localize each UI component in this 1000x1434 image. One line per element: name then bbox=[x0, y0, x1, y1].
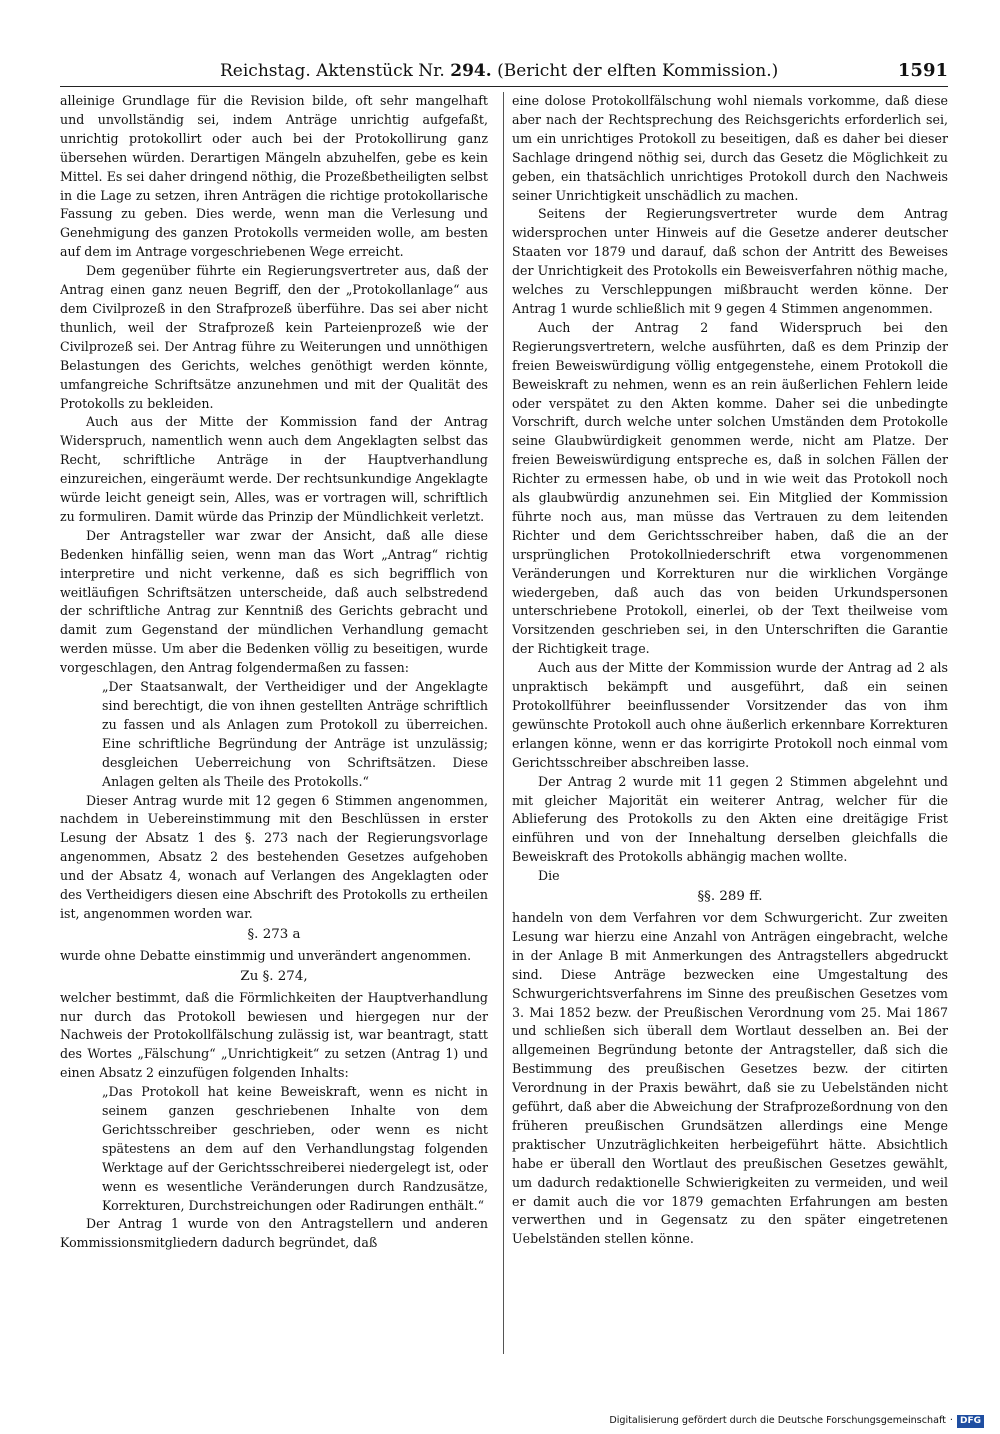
right-column bbox=[512, 92, 948, 1354]
paragraph: Auch aus der Mitte der Kommission fand der Antrag Widerspruch, namentlich wenn auch dem Angeklagten selbst das Recht, schriftliche Anträge in der Hauptverhandlung einzureichen, eingeräumt werde. Der rechtsunkundige Angeklagte würde leicht geneigt sein, Alles, was er vortragen will, schriftlich zu formuliren. Damit würde das Prinzip der Mündlichkeit verletzt. bbox=[60, 414, 488, 524]
page-header bbox=[60, 58, 948, 84]
section-heading: §. 273 a bbox=[247, 926, 301, 942]
paragraph: Dieser Antrag wurde mit 12 gegen 6 Stimmen angenommen, nachdem in Uebereinstimmung mit den Beschlüssen in erster Lesung der Absatz 1 des §. 273 nach der Regierungsvorlage angenommen, Absatz 2 des bestehenden Gesetzes aufgehoben und der Absatz 4, wonach auf Verlangen des Angeklagten oder des Vertheidigers diesen eine Abschrift des Protokolls zu ertheilen ist, angenommen worden war. bbox=[60, 792, 488, 921]
section-heading: Zu §. 274, bbox=[240, 968, 308, 984]
document-number: 294. bbox=[450, 61, 492, 81]
page-number: 1591 bbox=[897, 60, 948, 81]
quoted-motion: „Der Staatsanwalt, der Vertheidiger und der Angeklagte sind berechtigt, die von ihnen gestellten Anträge schriftlich zu fassen und als Anlagen zum Protokoll zu überreichen. Eine schriftliche Begründung der Anträge ist unzulässig; desgleichen Ueberreichung von Schriftsätzen. Diese Anlagen gelten als Theile des Protokolls.“ bbox=[102, 679, 488, 789]
paragraph: Dem gegenüber führte ein Regierungsvertreter aus, daß der Antrag einen ganz neuen Begriff, den der „Protokollanlage“ aus dem Civilprozeß in den Strafprozeß überführe. Das sei aber nicht thunlich, weil der Strafprozeß kein Parteienprozeß wie der Civilprozeß sei. Der Antrag führe zu Weiterungen und unnöthigen Belastungen des Gerichts, welches genöthigt werden könnte, umfangreiche Schriftsätze anzunehmen und mit der Qualität des Protokolls zu bekleiden. bbox=[60, 263, 488, 411]
paragraph: Auch aus der Mitte der Kommission wurde der Antrag ad 2 als unpraktisch bekämpft und ausgeführt, daß ein seinen Protokollführer beeinflussender Vorsitzender das von ihm gewünschte Protokoll auch ohne äußerlich erkennbare Korrekturen erlangen könne, wenn er das korrigirte Protokoll noch einmal vom Gerichtsschreiber abschreiben lasse. bbox=[512, 660, 948, 770]
paragraph: alleinige Grundlage für die Revision bilde, oft sehr mangelhaft und unvollständig sei, indem Anträge unrichtig aufgefaßt, unrichtig protokollirt oder auch bei der Protokollirung ganz übersehen würden. Derartigen Mängeln abzuhelfen, gebe es kein Mittel. Es sei daher dringend nöthig, die Prozeßbetheiligten selbst in die Lage zu setzen, ihren Anträgen die richtige protokollarische Fassung zu geben. Dies werde, wenn man die Verlesung und Genehmigung des ganzen Protokolls vermeiden wolle, am besten auf dem im Antrage vorgeschriebenen Wege erreicht. bbox=[60, 93, 488, 260]
running-title bbox=[220, 58, 778, 84]
paragraph: welcher bestimmt, daß die Förmlichkeiten der Hauptverhandlung nur durch das Protokoll bewiesen und hiergegen nur der Nachweis der Protokollfälschung zulässig ist, war beantragt, statt des Wortes „Fälschung“ „Unrichtigkeit“ zu setzen (Antrag 1) und einen Absatz 2 einzufügen folgenden Inhalts: bbox=[60, 989, 488, 1081]
running-title-prefix: Reichstag. Aktenstück Nr. bbox=[220, 61, 445, 81]
left-column bbox=[60, 92, 488, 1354]
paragraph-lead-word: Die bbox=[538, 868, 560, 884]
running-title-suffix: (Bericht der elften Kommission.) bbox=[497, 61, 779, 81]
paragraph: Der Antrag 2 wurde mit 11 gegen 2 Stimmen abgelehnt und mit gleicher Majorität ein weiterer Antrag, welcher für die Ablieferung des Protokolls zu den Akten eine dreitägige Frist einführen und von der Innehaltung derselben gleichfalls die Beweiskraft des Protokolls abhängig machen wollte. bbox=[512, 773, 948, 865]
header-rule bbox=[60, 86, 948, 87]
separator: · bbox=[949, 1415, 953, 1426]
digitization-credit bbox=[609, 1413, 984, 1429]
paragraph: handeln von dem Verfahren vor dem Schwurgericht. Zur zweiten Lesung war hierzu eine Anzahl von Anträgen eingebracht, welche in der Anlage B mit Anmerkungen des Antragstellers abgedruckt sind. Diese Anträge bezwecken eine Umgestaltung des Schwurgerichtsverfahrens im Sinne des preußischen Gesetzes vom 3. Mai 1852 bezw. der Preußischen Verordnung vom 25. Mai 1867 und schließen sich überall dem Wortlaut desselben an. Bei der allgemeinen Begründung betonte der Antragsteller, daß sich die Bestimmung des preußischen Gesetzes bezw. der citirten Verordnung in der Praxis bewährt, daß sie zu Uebelständen nicht geführt, daß aber die Abweichung der Strafprozeßordnung von den früheren preußischen Grundsätzen allerdings eine Menge praktischer Unzuträglichkeiten herbeigeführt hätte. Absichtlich habe er überall den Wortlaut des preußischen Gesetzes gewählt, um dadurch redaktionelle Schwierigkeiten zu vermeiden, und weil er damit auch die vor 1879 gemachten Erfahrungen am besten verwerthen und in Gegensatz zu den später eingetretenen Uebelständen stellen könne. bbox=[512, 909, 948, 1247]
paragraph: Der Antragsteller war zwar der Ansicht, daß alle diese Bedenken hinfällig seien, wenn man das Wort „Antrag“ richtig interpretire und nicht verkenne, daß es sich begrifflich von weitläufigen Schriftsätzen unterscheide, daß auch selbstredend der schriftliche Antrag zur Kenntniß des Gerichts gebracht und damit zum Gegenstand der mündlichen Verhandlung gemacht werden müsse. Um aber die Bedenken völlig zu beseitigen, wurde vorgeschlagen, den Antrag folgendermaßen zu fassen: bbox=[60, 527, 488, 676]
paragraph: Der Antrag 1 wurde von den Antragstellern und anderen Kommissionsmitgliedern dadurch begründet, daß bbox=[60, 1216, 488, 1251]
section-heading: §§. 289 ff. bbox=[697, 889, 763, 905]
column-divider bbox=[503, 92, 504, 1354]
paragraph: eine dolose Protokollfälschung wohl niemals vorkomme, daß diese aber nach der Rechtsprechung des Reichsgerichts erforderlich sei, um ein unrichtiges Protokoll zu beseitigen, daß es daher bei dieser Sachlage dringend nöthig sei, durch das Gesetz die Möglichkeit zu geben, ein thatsächlich unrichtiges Protokoll durch den Nachweis seiner Unrichtigkeit unschädlich zu machen. bbox=[512, 93, 948, 203]
credit-text: Digitalisierung gefördert durch die Deutsche Forschungsgemeinschaft bbox=[609, 1415, 946, 1426]
quoted-motion: „Das Protokoll hat keine Beweiskraft, wenn es nicht in seinem ganzen geschriebenen Inhalte von dem Gerichtsschreiber geschrieben, oder wenn es nicht spätestens an dem auf den Verhandlungstag folgenden Werktage auf der Gerichtsschreiberei niedergelegt ist, oder wenn es wesentliche Veränderungen durch Randzusätze, Korrekturen, Durchstreichungen oder Radirungen enthält.“ bbox=[102, 1084, 488, 1213]
paragraph: Auch der Antrag 2 fand Widerspruch bei den Regierungsvertretern, welche ausführten, daß es dem Prinzip der freien Beweiswürdigung völlig entgegenstehe, einem Protokoll die Beweiskraft zu nehmen, wenn es an rein äußerlichen Fehlern leide oder verspätet zu den Akten komme. Daher sei die unbedingte Vorschrift, durch welche unter solchen Umständen dem Protokolle seine Glaubwürdigkeit genommen werde, nicht am Platze. Der freien Beweiswürdigung entspreche es, daß in solchen Fällen der Richter zu ermessen habe, ob und in wie weit das Protokoll noch als glaubwürdig anzunehmen sei. Ein Mitglied der Kommission führte noch aus, man müsse das Vertrauen zu dem leitenden Richter und dem Gerichtsschreiber haben, daß die an der ursprünglichen Protokollniederschrift etwa vorgenommenen Veränderungen und Korrekturen nur die wirklichen Vorgänge wiedergeben, daß auch das von beiden Urkundspersonen unterschriebene Protokoll, einerlei, ob der Text theilweise vom Vorsitzenden geschrieben sei, in den Unterschriften die Garantie der Richtigkeit trage. bbox=[512, 319, 948, 657]
paragraph: wurde ohne Debatte einstimmig und unverändert angenommen. bbox=[60, 947, 472, 963]
dfg-logo: DFG bbox=[957, 1415, 984, 1428]
paragraph: Seitens der Regierungsvertreter wurde dem Antrag widersprochen unter Hinweis auf die Gesetze anderer deutscher Staaten vor 1879 und darauf, daß schon der Antritt des Beweises der Unrichtigkeit des Protokolls ein Beweisverfahren nöthig mache, welches zu Verschleppungen mißbraucht werden könne. Der Antrag 1 wurde schließlich mit 9 gegen 4 Stimmen angenommen. bbox=[512, 206, 948, 316]
